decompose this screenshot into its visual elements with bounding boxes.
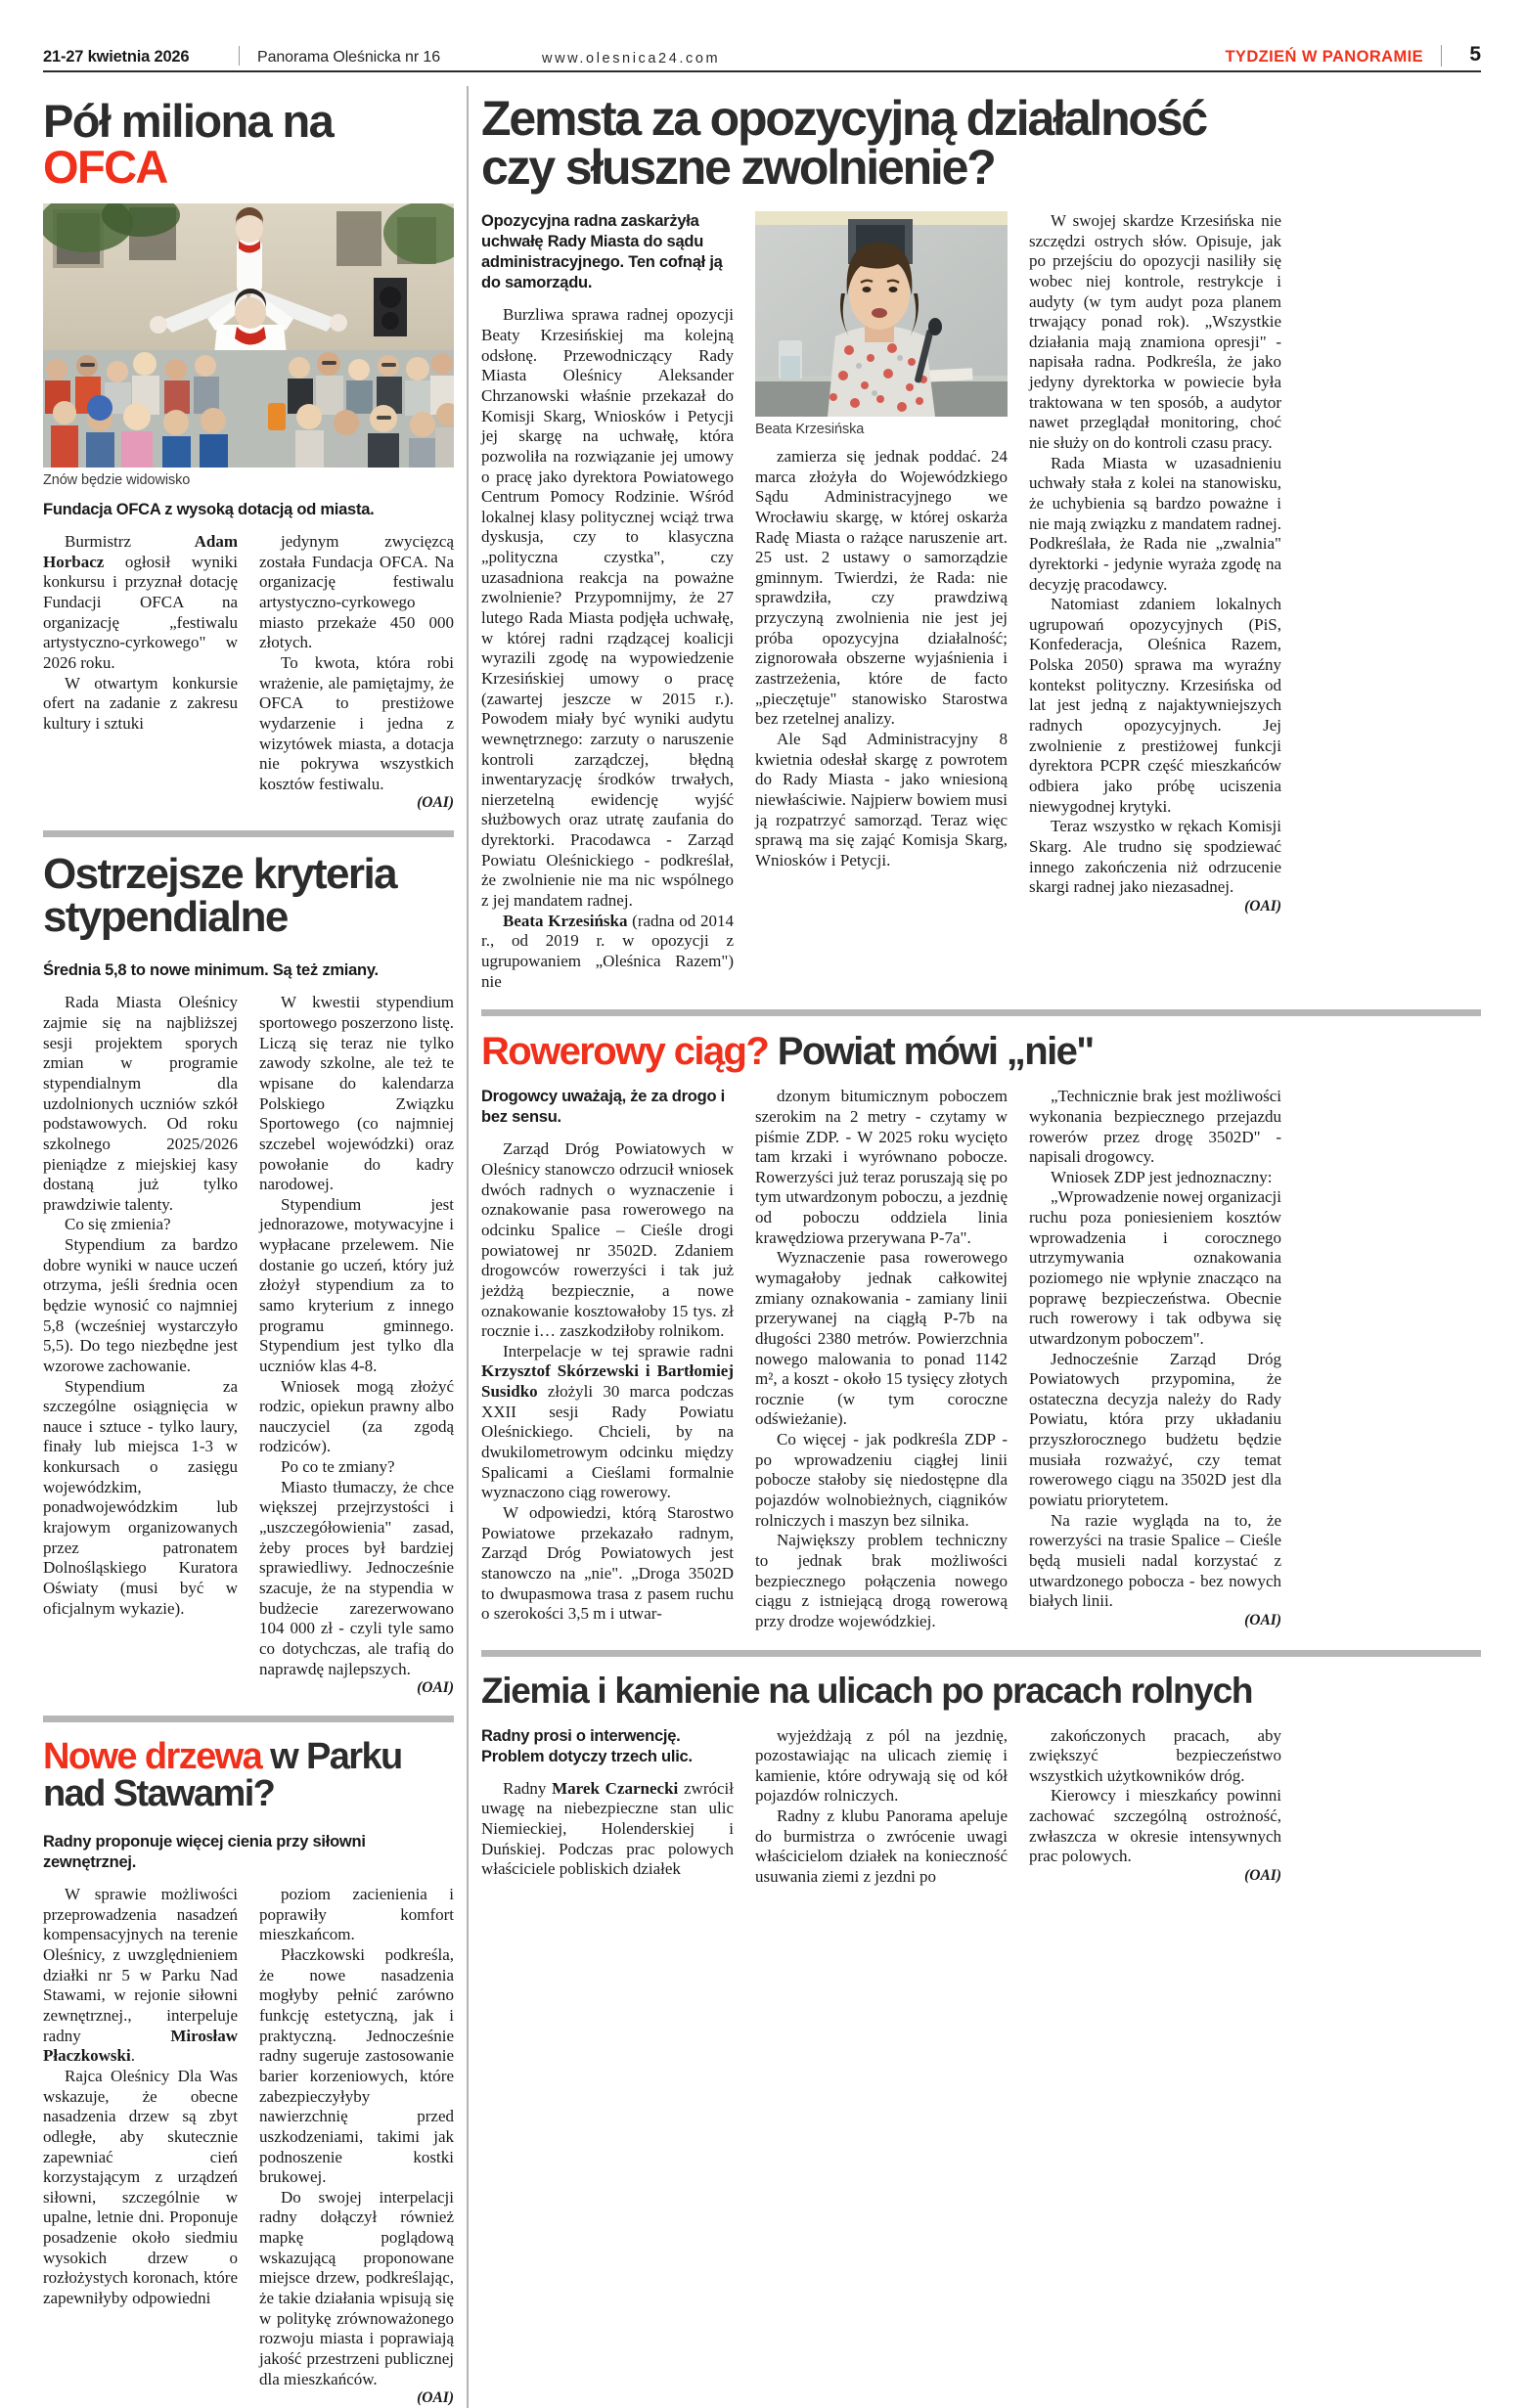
paragraph: wyjeżdżają z pól na jezdnię, pozostawiając na ulicach ziemię i kamienie, które odrywają się od kół pojazdów rolniczych. bbox=[755, 1725, 1008, 1806]
paragraph: Co się zmienia? bbox=[65, 1215, 171, 1234]
headline-stypendia bbox=[43, 850, 454, 942]
ziemia-columns bbox=[481, 1726, 1481, 1888]
paragraph: Płaczkowski podkreśla, że nowe nasadzenia mogłyby pełnić zarówno funkcję estetyczną, jak i praktyczną. Jednocześnie radny sugeruje zastosowanie barier korzeniowych, które zabezpieczyłyby nawierzchnię przed uszkodzeniami, takimi jak podnoszenie kostki brukowej. bbox=[259, 1945, 454, 2187]
paragraph: dzonym bitumicznym poboczem szerokim na 2 metry - czytamy w piśmie ZDP. - W 2025 roku wycięto tam krzaki i wyrównano pobocze. Rowerzyści już teraz poruszają się po tym utwardzonym poboczu, a jezdnię od poboczu oddziela linia krawędziowa przerywana P-7a". bbox=[755, 1087, 1008, 1247]
zemsta-columns bbox=[481, 211, 1481, 992]
lead-drzewa: Radny proponuje więcej cienia przy siłowni zewnętrznej. bbox=[43, 1832, 366, 1872]
rowerowy-col-3 bbox=[1029, 1087, 1281, 1629]
paragraph: „Wprowadzenie nowej organizacji ruchu poza poniesieniem kosztów wprowadzenia i corocznego utrzymywania oznakowania poziomego nie wpłynie znacząco na poprawę bezpieczeństwa. Obecnie ruch rowerowy i tak odbywa się utwardzonym poboczem". bbox=[1029, 1187, 1281, 1348]
masthead-divider bbox=[239, 46, 240, 66]
caption-ofca: Znów będzie widowisko bbox=[43, 472, 191, 488]
paragraph: zakończonych pracach, aby zwiększyć bezpieczeństwo wszystkich użytkowników dróg. bbox=[1029, 1725, 1281, 1785]
lead-zemsta: Opozycyjna radna zaskarżyła uchwałę Rady Miasta do sądu administracyjnego. Ten cofnął ją do samorządu. bbox=[481, 212, 723, 292]
drzewa-columns bbox=[43, 1885, 454, 2408]
headline-ziemia: Ziemia i kamienie na ulicach po pracach rolnych bbox=[481, 1670, 1253, 1711]
paragraph: Rada Miasta Oleśnicy zajmie się na najbliższej sesji projektem sporych zmian w programie stypendialnym dla uzdolnionych uczniów szkół podstawowych. Od roku szkolnego 2025/2026 pieniądze z miejskiej kasy dostaną już tylko prawdziwie talenty. bbox=[43, 993, 238, 1214]
ofca-col-1 bbox=[43, 532, 238, 813]
paragraph: W swojej skardze Krzesińska nie szczędzi ostrych słów. Opisuje, jak po przejściu do opozycji nasiliły się wobec niej kontrole, restrykcje i audyty (w tym audyt poza planem trwający ponad rok). „Wszystkie działania mają znamiona opresji" - napisała radna. Podkreśla, że jako jedyny dyrektorka w powiecie była traktowana w ten sposób, a audytor nawet przeglądał monitoring, choć nie służy on do kontroli czasu pracy. bbox=[1029, 211, 1281, 453]
headline-rowerowy-rest: Powiat mówi „nie" bbox=[768, 1030, 1094, 1074]
paragraph: Stypendium za bardzo dobre wyniki w nauce uczeń otrzyma, jeśli średnia ocen będzie wynosić co najmniej 5,8 (wcześniej wystarczyło 5,5). Do tego niezbędne jest wzorowe zachowanie. bbox=[43, 1235, 238, 1375]
headline-ofca-red: OFCA bbox=[43, 141, 167, 193]
paragraph: Burzliwa sprawa radnej opozycji Beaty Krzesińskiej ma kolejną odsłonę. Przewodniczący Rady Miasta Oleśnicy Aleksander Chrzanowski właśnie przekazał do Komisji Skarg, Wniosków i Petycji jej skargę na uchwałę, która pozwoliła na rozwiązanie jej umowy o pracę jako dyrektora Powiatowego Centrum Pomocy Rodzinie. Wśród lokalnej klasy politycznej wciąż trwa dyskusja, czy to klasyczna „polityczna czystka", czy uzasadniona reakcja na poważne zwolnienie? Przypomnijmy, że 27 lutego Rada Miasta podjęła uchwałę, w której radni rządzącej koalicji wyrazili zgodę na wypowiedzenie Krzesińskiej umowy o pracę (zawartej jeszcze w 2015 r.). Powodem miały być wyniki audytu wewnętrznego: zarzuty o naruszenie kontroli zarządczej, błędną inwentaryzację środków trwałych, nierzetelną ewidencję wyjść służbowych oraz utratę zaufania do dyrektorki. Pracodawca - Zarząd Powiatu Oleśnickiego - podkreślał, że zwolnienie nie ma nic wspólnego z jej mandatem radnej. bbox=[481, 305, 734, 911]
paragraph: W sprawie możliwości przeprowadzenia nasadzeń kompensacyjnych na terenie Oleśnicy, z uwzględnieniem działki nr 5 w Parku Nad Stawami, w rejonie siłowni zewnętrznej., interpeluje radny Mirosław Płaczkowski. bbox=[43, 1885, 238, 2066]
paragraph: Miasto tłumaczy, że chce większej przejrzystości i „uszczegółowienia" zasad, żeby proces był bardziej sprawiedliwy. Jednocześnie szacuje, że na stypendia w budżecie zarezerwowano 104 000 zł - czyli tyle samo co dotychczas, ale trafią do naprawdę najlepszych. bbox=[259, 1477, 454, 1678]
lead-ofca: Fundacja OFCA z wysoką dotacją od miasta. bbox=[43, 501, 375, 518]
lead-ziemia: Radny prosi o interwencję. Problem dotyczy trzech ulic. bbox=[481, 1726, 693, 1765]
rowerowy-columns bbox=[481, 1087, 1481, 1631]
headline-drzewa-rest: w Parku bbox=[261, 1735, 402, 1777]
paragraph: Wyznaczenie pasa rowerowego wymagałoby jednak całkowitej zmiany oznakowania - zamiany linii przerywanej na ciągłą P-7b na długości 2380 metrów. Powierzchnia nowego malowania to ponad 1142 m², a koszt - około 15 tysięcy złotych rocznie (w tym coroczne odświeżanie). bbox=[755, 1248, 1008, 1429]
ziemia-col-2 bbox=[755, 1726, 1008, 1888]
zemsta-col-3 bbox=[1029, 211, 1281, 916]
headline-ofca-plain: Pół miliona na bbox=[43, 95, 334, 147]
headline-stypendia-l2: stypendialne bbox=[43, 893, 288, 942]
paragraph: W otwartym konkursie ofert na zadanie z zakresu kultury i sztuki bbox=[43, 673, 238, 733]
paragraph: Największy problem techniczny to jednak brak możliwości bezpiecznego połączenia nowego ciągu z istniejącą drogą rowerową przy drodze wojewódzkiej. bbox=[755, 1531, 1008, 1630]
paragraph: Wniosek mogą złożyć rodzic, opiekun prawny albo nauczyciel (za zgodą rodziców). bbox=[259, 1376, 454, 1456]
paragraph: To kwota, która robi wrażenie, ale pamiętajmy, że OFCA to prestiżowe wydarzenie i jedna z wizytówek miasta, a dotacja nie pokrywa wszystkich kosztów festiwalu. bbox=[259, 652, 454, 793]
section-rule bbox=[43, 1716, 454, 1722]
paragraph: Radny Marek Czarnecki zwrócił uwagę na niebezpieczne stan ulic Niemieckiej, Holenderskiej i Duńskiej. Podczas prac polowych właściciele pobliskich działek bbox=[481, 1778, 734, 1879]
photo-beata-krzesinska bbox=[755, 211, 1008, 417]
headline-drzewa bbox=[43, 1735, 454, 1814]
paragraph: Po co te zmiany? bbox=[281, 1457, 395, 1477]
section-rule bbox=[481, 1650, 1481, 1657]
paragraph: Jednocześnie Zarząd Dróg Powiatowych przypomina, że ostateczna decyzja należy do Rady Powiatu, która przy układaniu przyszłorocznego budżetu będzie musiała rozważyć, czy temat rowerowego ciągu na 3502D jest dla powiatu priorytetem. bbox=[1029, 1349, 1281, 1510]
paragraph: Kierowcy i mieszkańcy powinni zachować szczególną ostrożność, zwłaszcza w okresie intensywnych prac polowych. bbox=[1029, 1786, 1281, 1866]
paragraph: W odpowiedzi, którą Starostwo Powiatowe przekazało radnym, Zarząd Dróg Powiatowych jest stanowczo na „nie". „Droga 3502D to dwupasmowa trasa z pasem ruchu o szerokości 3,5 m i utwar- bbox=[481, 1502, 734, 1624]
paragraph: Ale Sąd Administracyjny 8 kwietnia odesłał skargę z powrotem do Rady Miasta - jako wniesioną niewłaściwie. Najpierw bowiem musi ją rozpatrzyć samorząd. Teraz więc sprawą ma się zająć Komisja Skarg, Wniosków i Petycji. bbox=[755, 729, 1008, 870]
article-zemsta bbox=[481, 91, 1481, 992]
section-rule bbox=[481, 1009, 1481, 1016]
ofca-col-2 bbox=[259, 532, 454, 813]
headline-zemsta-l1: Zemsta za opozycyjną działalność bbox=[481, 91, 1206, 146]
rowerowy-col-2 bbox=[755, 1087, 1008, 1631]
article-ofca bbox=[43, 95, 454, 813]
paragraph: Stypendium za szczególne osiągnięcia w nauce i sztuce - tylko laury, finały lub miejsca 1-3 w konkursach o zasięgu wojewódzkim, ponadwojewódzkim lub krajowym organizowanych przez patronatem Dolnośląskiego Kuratora Oświaty (musi być w oficjalnym wykazie). bbox=[43, 1376, 238, 1618]
paragraph: Zarząd Dróg Powiatowych w Oleśnicy stanowczo odrzucił wniosek dwóch radnych o wyznaczenie i oznakowanie pasa rowerowego na odcinku Spalice – Cieśle drogi powiatowej nr 3502D. Zdaniem drogowców rowerzyści i tak już jeżdżą bezpiecznie, a nowe oznakowanie kosztowałoby 15 tys. zł rocznie i… zaszkodziłoby rolnikom. bbox=[481, 1139, 734, 1341]
paragraph: Burmistrz Adam Horbacz ogłosił wyniki konkursu i przyznał dotację Fundacji OFCA na organizację „festiwalu artystyczno-cyrkowego" w 2026 roku. bbox=[43, 532, 238, 672]
headline-rowerowy-red: Rowerowy ciąg? bbox=[481, 1030, 769, 1074]
drzewa-col-1 bbox=[43, 1885, 238, 2408]
headline-rowerowy bbox=[481, 1030, 1481, 1074]
byline-drzewa: (OAI) bbox=[417, 2389, 454, 2407]
paragraph: Beata Krzesińska (radna od 2014 r., od 2019 r. w opozycji z ugrupowaniem „Oleśnica Razem") nie bbox=[481, 911, 734, 991]
paper-name: Panorama Oleśnicka nr 16 bbox=[257, 49, 441, 66]
masthead-divider-2 bbox=[1441, 45, 1442, 67]
headline-zemsta-l2: czy słuszne zwolnienie? bbox=[481, 140, 995, 195]
paragraph: Do swojej interpelacji radny dołączył również mapkę poglądową wskazującą proponowane miejsce drzew, podkreślając, że takie działania wpisują się w politykę zrównoważonego rozwoju miasta i poprawiają jakość przestrzeni publicznej dla mieszkańców. bbox=[259, 2187, 454, 2388]
article-stypendia bbox=[43, 850, 454, 1698]
paragraph: Natomiast zdaniem lokalnych ugrupowań opozycyjnych (PiS, Konfederacja, Oleśnica Razem, Polska 2050) sprawa ma wyraźny kontekst polityczny. Krzesińska od lat jest jedną z najaktywniejszych radnych opozycyjnych. Jej zwolnienie z prestiżowej funkcji dyrektora PCPR część mieszkańców odbiera jako próbę uciszenia niewygodnej krytyki. bbox=[1029, 595, 1281, 816]
section-label: TYDZIEŃ W PANORAMIE bbox=[1225, 48, 1423, 66]
stypendia-columns bbox=[43, 993, 454, 1698]
rowerowy-col-1 bbox=[481, 1139, 734, 1624]
headline-drzewa-red: Nowe drzewa bbox=[43, 1735, 262, 1777]
byline-ziemia: (OAI) bbox=[1244, 1867, 1281, 1884]
article-ziemia bbox=[481, 1672, 1481, 1888]
byline-stypendia: (OAI) bbox=[417, 1679, 454, 1697]
paragraph: Interpelacje w tej sprawie radni Krzysztof Skórzewski i Bartłomiej Susidko złożyli 30 marca podczas XXII sesji Rady Powiatu Oleśnickiego. Chcieli, by na dwukilometrowym odcinku między Spalicami a Cieślami formalnie wyznaczono ciąg rowerowy. bbox=[481, 1341, 734, 1502]
photo-ofca-performance bbox=[43, 203, 454, 468]
stypendia-col-2 bbox=[259, 993, 454, 1698]
paragraph: Co więcej - jak podkreśla ZDP - po wprowadzeniu ciągłej linii pobocze stałoby się niedostępne dla pojazdów wolnobieżnych, ciągników rolniczych i maszyn bez silnika. bbox=[755, 1430, 1008, 1530]
lead-rowerowy: Drogowcy uważają, że za drogo i bez sensu. bbox=[481, 1088, 725, 1127]
ziemia-col-1 bbox=[481, 1779, 734, 1880]
headline-drzewa-l2: nad Stawami? bbox=[43, 1772, 275, 1814]
article-rowerowy bbox=[481, 1032, 1481, 1631]
byline-rowerowy: (OAI) bbox=[1244, 1611, 1281, 1628]
byline-ofca: (OAI) bbox=[417, 794, 454, 812]
zemsta-col-1 bbox=[481, 305, 734, 992]
zemsta-col-2 bbox=[755, 447, 1008, 870]
paragraph: zamierza się jednak poddać. 24 marca złożyła do Wojewódzkiego Sądu Administracyjnego we Wrocławiu skargę, w której oskarża Radę Miasta o rażące naruszenie art. 25 ust. 2 ustawy o samorządzie gminnym. Twierdzi, że Rada: nie sprawdziła, czy prawdziwą przyczyną zwolnienia nie jest jej próba opozycyjna działalność; zignorowała obszerne wyjaśnienia i zastrzeżenia, które de facto „pieczętuje" stanowisko Starostwa bez rzetelnej analizy. bbox=[755, 447, 1008, 729]
paragraph: Stypendium jest jednorazowe, motywacyjne i wypłacane przelewem. Nie dostanie go uczeń, który już złożył stypendium za to samo kryterium z innego programu gminnego. Stypendium jest tylko dla uczniów klas 4-8. bbox=[259, 1194, 454, 1375]
paragraph: Rajca Oleśnicy Dla Was wskazuje, że obecne nasadzenia drzew są zbyt odległe, aby skutecznie zapewniać cień korzystającym z urządzeń siłowni, szczególnie w upalne, letnie dni. Proponuje posadzenie około siedmiu wysokich drzew o rozłożystych koronach, które zapewniłyby odpowiedni bbox=[43, 2066, 238, 2308]
paragraph: Teraz wszystko w rękach Komisji Skarg. Ale trudno się spodziewać innego zakończenia niż odrzucenie skargi radnej jako niezasadnej. bbox=[1029, 817, 1281, 897]
ziemia-col-3 bbox=[1029, 1726, 1281, 1886]
left-column bbox=[43, 86, 454, 2408]
paragraph: poziom zacienienia i poprawiły komfort mieszkańcom. bbox=[259, 1885, 454, 1944]
paragraph: Na razie wygląda na to, że rowerzyści na trasie Spalice – Cieśle będą musieli nadal korzystać z utwardzonego pobocza - bez nowych białych linii. bbox=[1029, 1510, 1281, 1611]
ofca-columns bbox=[43, 532, 454, 813]
photo-ofca-graphic bbox=[43, 203, 454, 468]
paragraph: Radny z klubu Panorama apeluje do burmistrza o zwrócenie uwagi właścicielom działek na konieczność usuwania ziemi z jezdni po bbox=[755, 1806, 1008, 1886]
article-drzewa bbox=[43, 1735, 454, 2408]
stypendia-col-1 bbox=[43, 993, 238, 1698]
column-divider bbox=[454, 86, 481, 2408]
lead-stypendia: Średnia 5,8 to nowe minimum. Są też zmiany. bbox=[43, 961, 379, 980]
paragraph: jedynym zwycięzcą została Fundacja OFCA. Na organizację festiwalu artystyczno-cyrkowego miasto przekaże 450 000 złotych. bbox=[259, 532, 454, 652]
drzewa-col-2 bbox=[259, 1885, 454, 2408]
caption-beata: Beata Krzesińska bbox=[755, 422, 865, 437]
running-head bbox=[43, 43, 1481, 72]
paragraph: Rada Miasta w uzasadnieniu uchwały stała z kolei na stanowisku, że uchybienia są bardzo poważne i nie mają związku z mandatem radnej. Podkreślała, że Rada nie „zwalnia" dyrektorki - jedynie wyraża zgodę na decyzję pracodawcy. bbox=[1029, 453, 1281, 594]
paragraph: W kwestii stypendium sportowego poszerzono listę. Liczą się teraz nie tylko zawody szkolne, ale też te wpisane do kalendarza Polskiego Związku Sportowego (co najmniej szczebel wojewódzki) oraz powołanie do kadry narodowej. bbox=[259, 993, 454, 1194]
byline-zemsta: (OAI) bbox=[1244, 897, 1281, 914]
issue-date: 21-27 kwietnia 2026 bbox=[43, 48, 190, 66]
headline-ofca bbox=[43, 95, 454, 193]
page-number: 5 bbox=[1469, 43, 1481, 66]
headline-zemsta bbox=[481, 91, 1481, 195]
photo-beata-graphic bbox=[755, 211, 1008, 417]
section-rule bbox=[43, 830, 454, 837]
paragraph: „Technicznie brak jest możliwości wykonania bezpiecznego przejazdu rowerów przez drogę 3502D" - napisali drogowcy. bbox=[1029, 1087, 1281, 1167]
paragraph: Wniosek ZDP jest jednoznaczny: bbox=[1051, 1167, 1273, 1186]
website-url: www.olesnica24.com bbox=[542, 51, 721, 67]
headline-stypendia-l1: Ostrzejsze kryteria bbox=[43, 850, 396, 899]
right-column bbox=[481, 86, 1481, 2408]
